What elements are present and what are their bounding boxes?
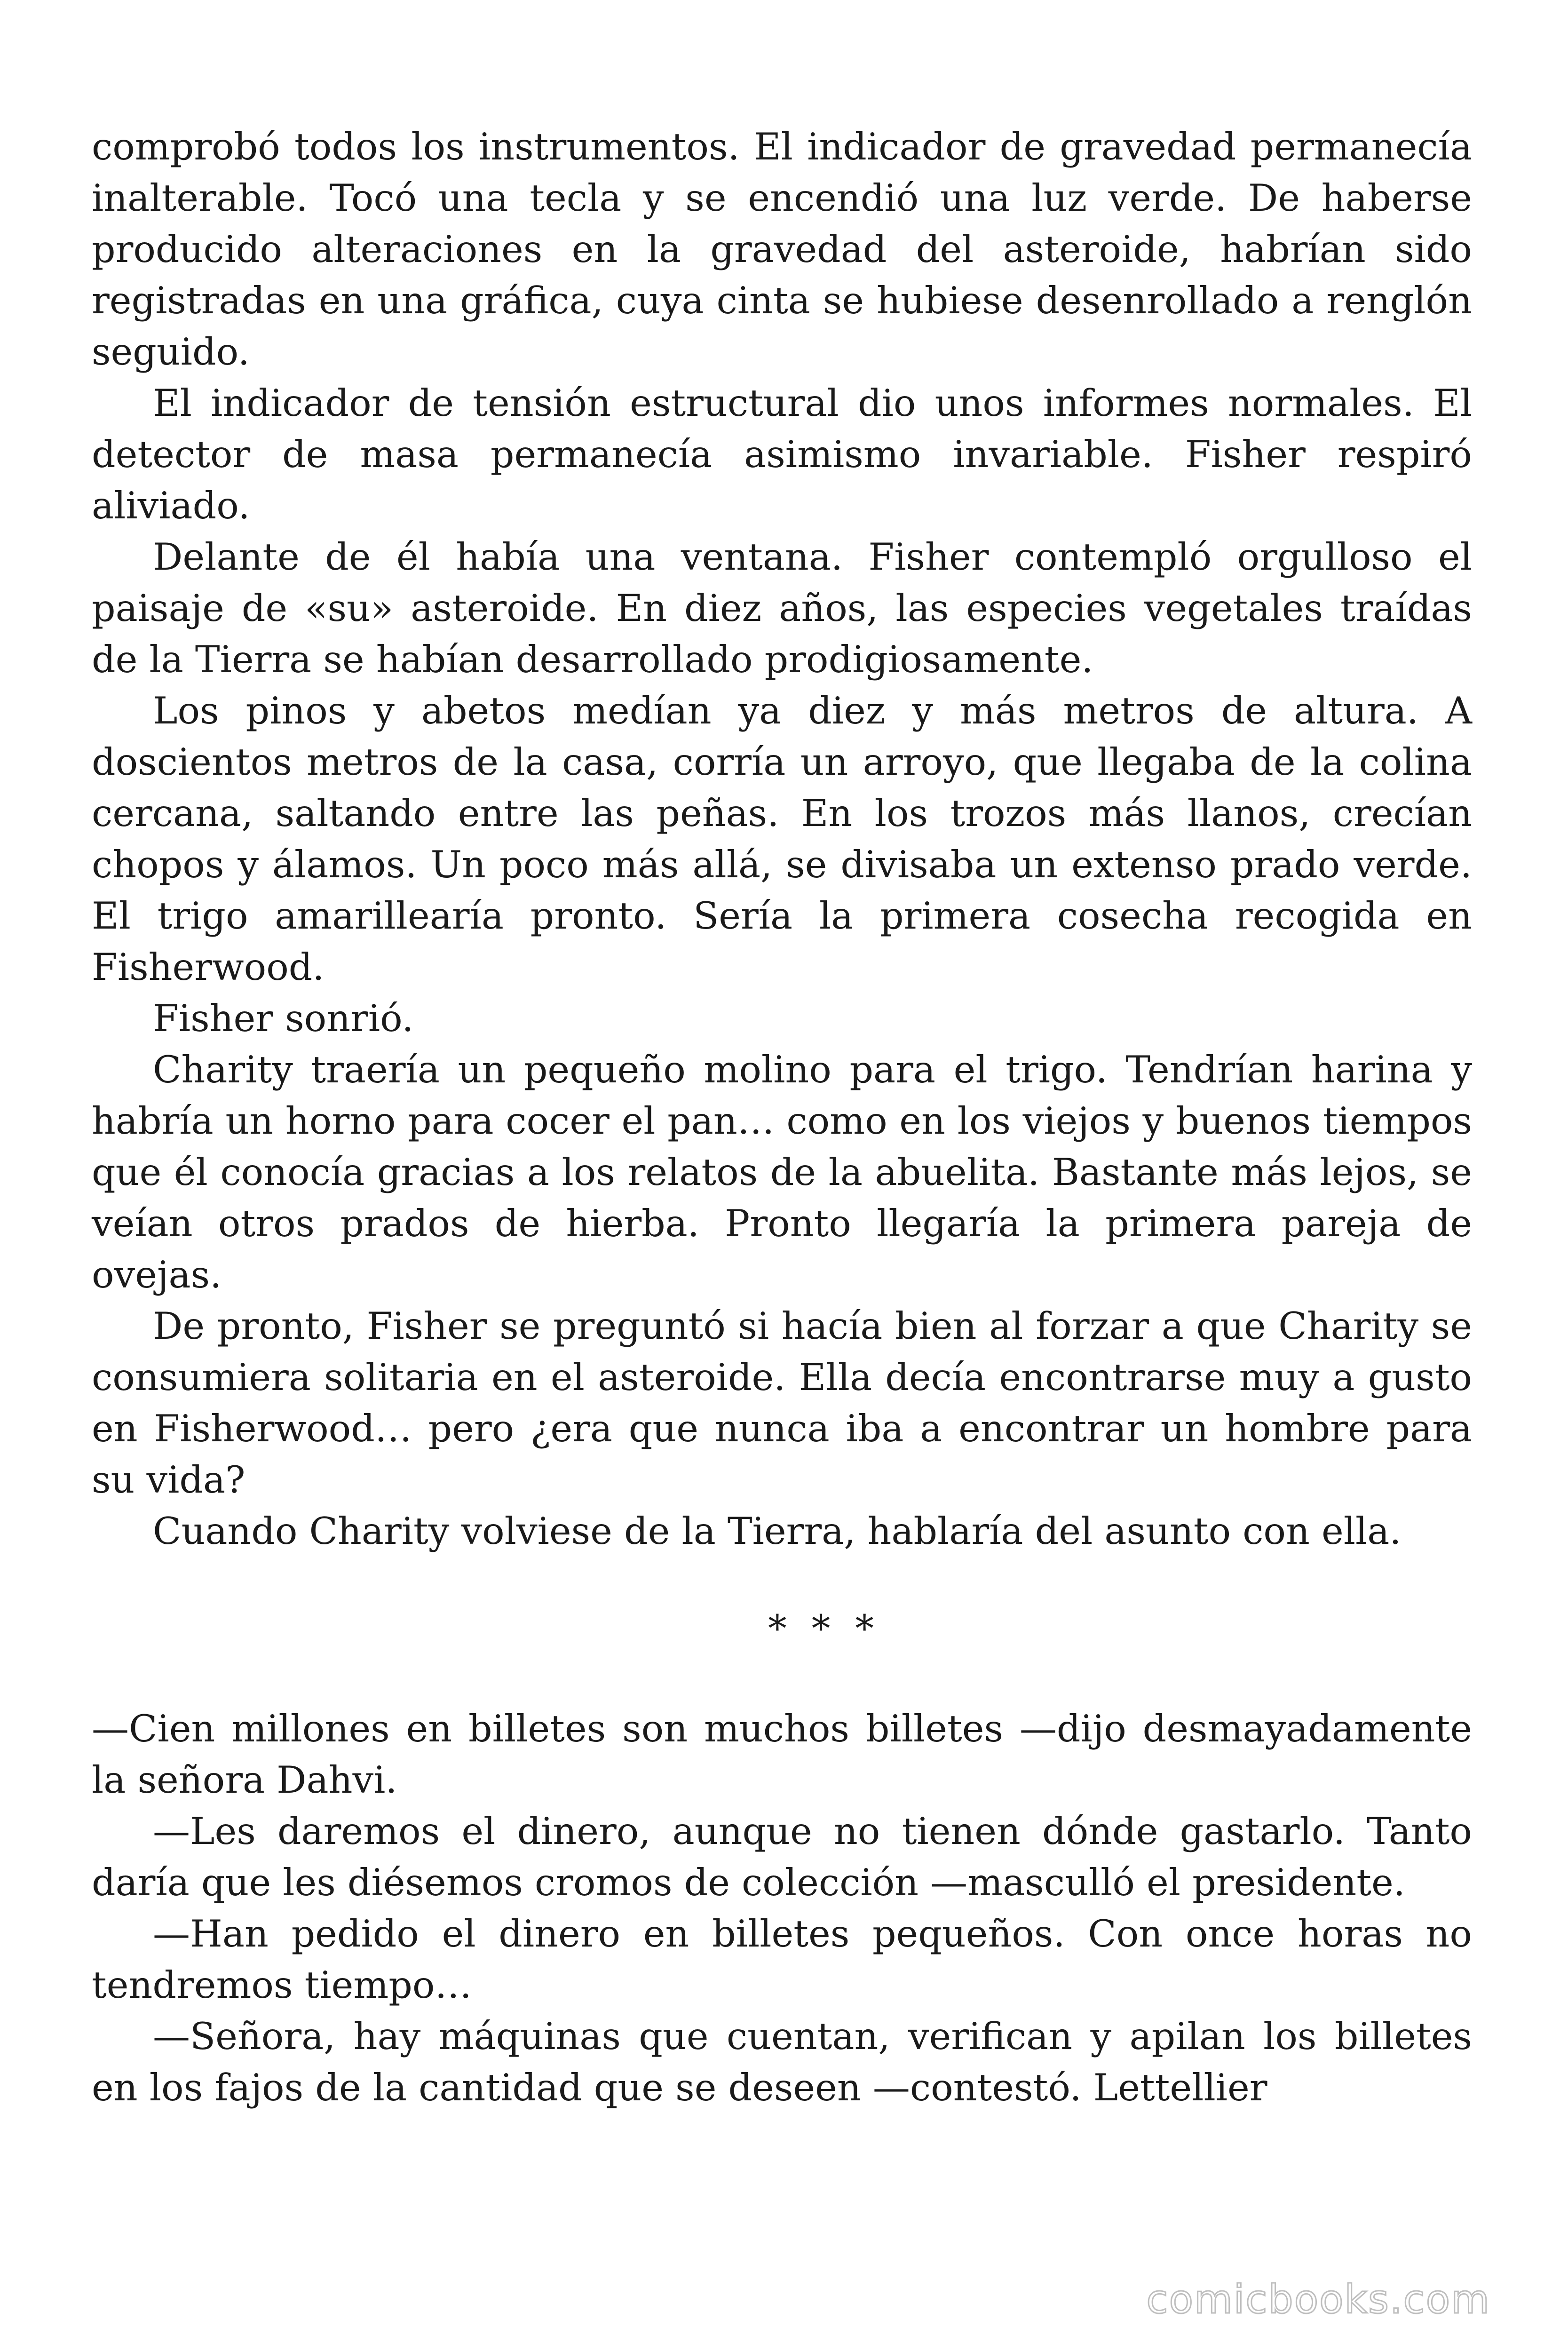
paragraph: Cuando Charity volviese de la Tierra, hablaría del asunto con ella. [153, 1510, 1402, 1553]
paragraph: Charity traería un pequeño molino para el trigo. Tendrían harina y habría un horno para cocer el pan… como en los viejos y buenos tiempos que él conocía gracias a los relatos de la abuelita. Bastante más lejos, se veían otros prados de hierba. Pronto llegaría la primera pareja de ovejas. [92, 1048, 1472, 1296]
paragraph: Fisher sonrió. [153, 997, 414, 1040]
document-page [92, 121, 1472, 2114]
section-one [92, 121, 1472, 1557]
paragraph: —Cien millones en billetes son muchos billetes —dijo desmayadamente la señora Dahvi. [92, 1707, 1472, 1802]
paragraph: El indicador de tensión estructural dio unos informes normales. El detector de masa permanecía asimismo invariable. Fisher respiró aliviado. [92, 381, 1472, 527]
paragraph: —Les daremos el dinero, aunque no tienen dónde gastarlo. Tanto daría que les diésemos cromos de colección —masculló el presidente. [92, 1810, 1472, 1904]
paragraph: De pronto, Fisher se preguntó si hacía bien al forzar a que Charity se consumiera solitaria en el asteroide. Ella decía encontrarse muy a gusto en Fisherwood… pero ¿era que nunca iba a encontrar un hombre para su vida? [92, 1304, 1472, 1502]
paragraph: —Señora, hay máquinas que cuentan, verifican y apilan los billetes en los fajos de la cantidad que se deseen —contestó. Lettellier [92, 2015, 1472, 2109]
paragraph: comprobó todos los instrumentos. El indicador de gravedad permanecía inalterable. Tocó una tecla y se encendió una luz verde. De haberse producido alteraciones en la gravedad del asteroide, habrían sido registradas en una gráfica, cuya cinta se hubiese desenrollado a renglón seguido. [92, 125, 1472, 373]
scene-separator: * * * [768, 1607, 880, 1650]
paragraph: —Han pedido el dinero en billetes pequeños. Con once horas no tendremos tiempo… [92, 1912, 1472, 2007]
paragraph: Delante de él había una ventana. Fisher contempló orgulloso el paisaje de «su» asteroide. En diez años, las especies vegetales traídas de la Tierra se habían desarrollado prodigiosamente. [92, 535, 1472, 681]
watermark: comicbooks.com [1146, 2276, 1490, 2322]
paragraph: Los pinos y abetos medían ya diez y más metros de altura. A doscientos metros de la casa, corría un arroyo, que llegaba de la colina cercana, saltando entre las peñas. En los trozos más llanos, crecían chopos y álamos. Un poco más allá, se divisaba un extenso prado verde. El trigo amarillearía pronto. Sería la primera cosecha recogida en Fisherwood. [92, 689, 1472, 989]
section-two [92, 1703, 1472, 2114]
